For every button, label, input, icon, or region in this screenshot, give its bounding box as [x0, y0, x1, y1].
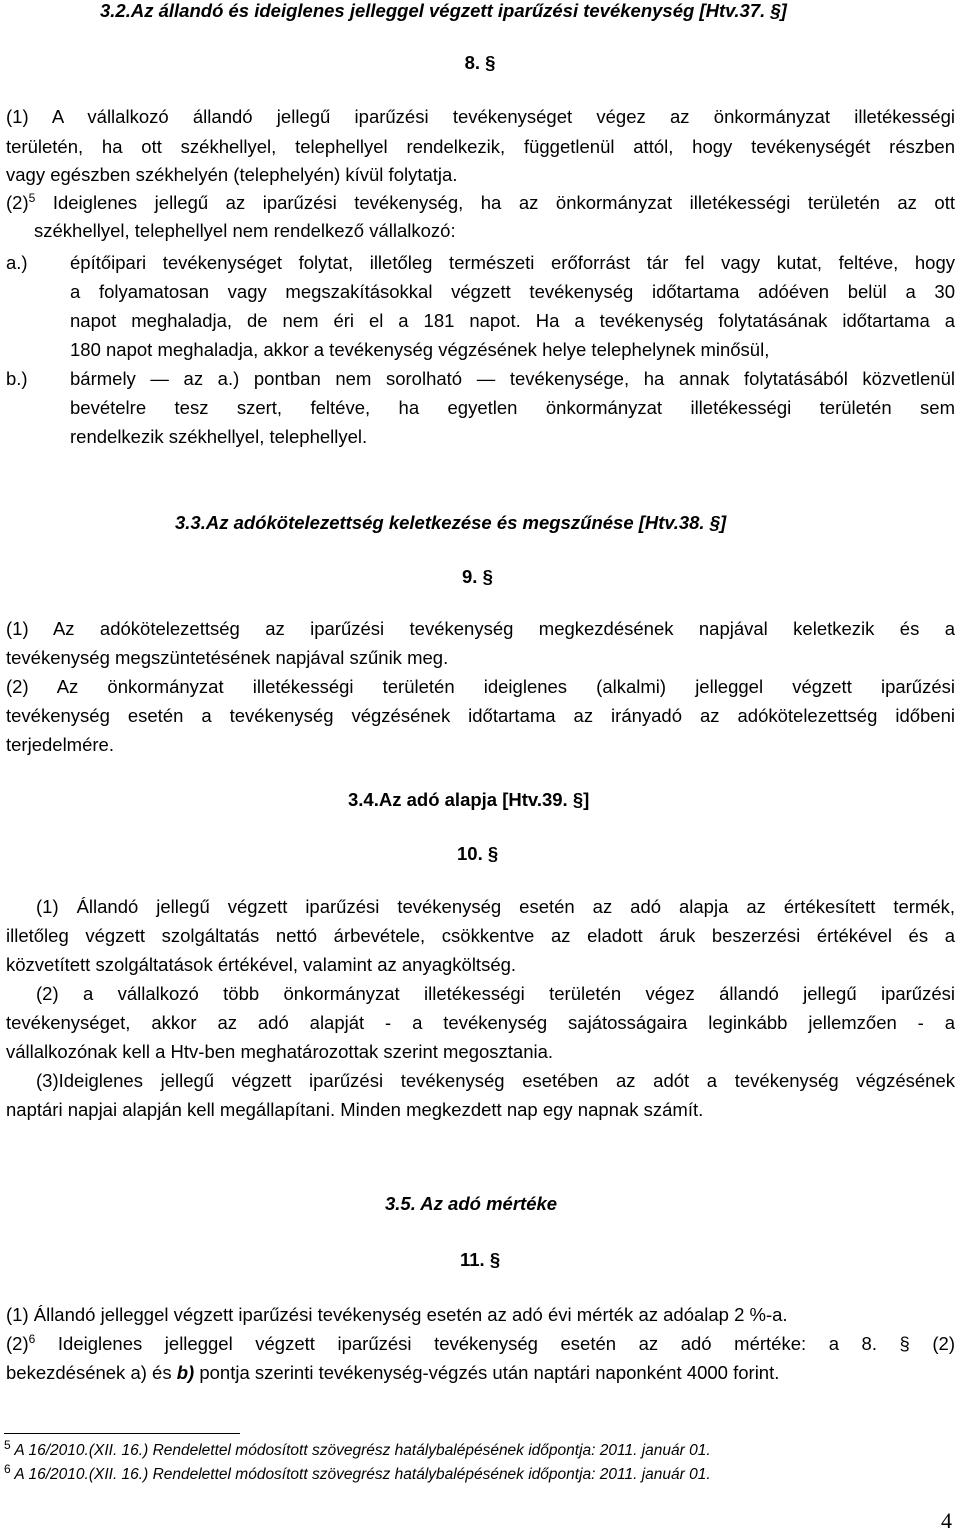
list-item-text: 180 napot meghaladja, akkor a tevékenység végzésének helye telephelynek minősül, [70, 339, 770, 360]
list-item-text: a folyamatosan vagy megszakításokkal végzett tevékenység időtartama adóéven belül a 30 [70, 281, 955, 302]
footnote-text: A 16/2010.(XII. 16.) Rendelettel módosított szövegrész hatálybalépésének időpontja: 2011. január 01. [14, 1442, 711, 1459]
text-line: székhellyel, telephellyel nem rendelkező vállalkozó: [34, 220, 456, 241]
text-line-with-footnote [6, 1333, 955, 1355]
paragraph-number-9: 9. § [462, 566, 493, 587]
emphasis-b: b) [176, 1362, 195, 1383]
text-line: tevékenység esetén a tevékenység végzésének időtartama az irányadó az adókötelezettség időbeni [6, 705, 955, 726]
list-item-text: rendelkezik székhellyel, telephellyel. [70, 426, 368, 447]
text-line: (2) a vállalkozó több önkormányzat illetékességi területén végez állandó jellegű iparűzési [36, 983, 955, 1004]
text-span: pontja szerinti tevékenység-végzés után naptári naponként 4000 forint. [194, 1362, 780, 1383]
text-line: közvetített szolgáltatások értékével, valamint az anyagköltség. [6, 954, 517, 975]
paragraph-number-8: 8. § [464, 52, 496, 73]
text-line: (1) Az adókötelezettség az iparűzési tevékenység megkezdésének napjával keletkezik és a [6, 618, 955, 639]
footnote-text: A 16/2010.(XII. 16.) Rendelettel módosított szövegrész hatálybalépésének időpontja: 2011. január 01. [14, 1466, 711, 1483]
list-item-text: bármely — az a.) pontban nem sorolható — tevékenysége, ha annak folytatásából közvetlenül [70, 368, 955, 389]
footnote-separator [4, 1433, 240, 1434]
paragraph-number-11: 11. § [460, 1249, 501, 1270]
paragraph-label: (2) [6, 1333, 29, 1354]
footnote-ref-5: 5 [28, 190, 36, 205]
text-line: (1) A vállalkozó állandó jellegű iparűzési tevékenységet végez az önkormányzat illetékességi [6, 106, 955, 127]
text-span: Ideiglenes jelleggel végzett iparűzési tevékenység esetén az adó mértéke: a 8. § (2) [57, 1333, 956, 1354]
text-line: vállalkozónak kell a Htv-ben meghatározottak szerint megosztania. [6, 1041, 554, 1062]
section-heading-3-3: 3.3.Az adókötelezettség keletkezése és megszűnése [Htv.38. §] [175, 512, 727, 533]
paragraph-label: (2) [6, 192, 29, 213]
text-line: vagy egészben székhelyén (telephelyén) kívül folytatja. [6, 164, 458, 185]
text-line: tevékenység megszüntetésének napjával szűnik meg. [6, 647, 449, 668]
section-heading-3-4: 3.4.Az adó alapja [Htv.39. §] [348, 789, 590, 810]
text-line: (1) Állandó jelleggel végzett iparűzési tevékenység esetén az adó évi mérték az adóalap 2 %-a. [6, 1304, 788, 1325]
list-item-text: bevételre tesz szert, feltéve, ha egyetlen önkormányzat illetékességi területén sem [70, 397, 955, 418]
text-line-with-footnote [6, 192, 955, 214]
footnote-6 [4, 1461, 711, 1484]
text-span: bekezdésének a) és [6, 1362, 177, 1383]
text-line: illetőleg végzett szolgáltatás nettó árbevétele, csökkentve az eladott áruk beszerzési értékével és a [6, 925, 955, 946]
text-span: Ideiglenes jellegű az iparűzési tevékenység, ha az önkormányzat illetékességi területén az ott [52, 192, 955, 213]
text-line: (3)Ideiglenes jellegű végzett iparűzési tevékenység esetében az adót a tevékenység végzésének [36, 1070, 955, 1091]
text-line [6, 1362, 955, 1384]
paragraph-number-10: 10. § [457, 843, 499, 864]
list-marker-b: b.) [6, 368, 28, 389]
list-item-text: építőipari tevékenységet folytat, illetőleg természeti erőforrást tár fel vagy kutat, feltéve, hogy [70, 252, 955, 273]
list-marker-a: a.) [6, 252, 28, 273]
footnote-number: 6 [4, 1461, 11, 1476]
text-line: naptári napjai alapján kell megállapítani. Minden megkezdett nap egy napnak számít. [6, 1099, 704, 1120]
text-line: (1) Állandó jellegű végzett iparűzési tevékenység esetén az adó alapja az értékesített termék, [36, 896, 955, 917]
page-number: 4 [941, 1508, 952, 1533]
text-line: (2) Az önkormányzat illetékességi területén ideiglenes (alkalmi) jelleggel végzett iparűzési [6, 676, 955, 697]
footnote-5 [4, 1437, 711, 1460]
text-line: terjedelmére. [6, 734, 114, 755]
text-line: tevékenységet, akkor az adó alapját - a tevékenység sajátosságaira leginkább jellemzően - a [6, 1012, 955, 1033]
text-line: területén, ha ott székhellyel, telephellyel rendelkezik, függetlenül attól, hogy tevékenységét részben [6, 136, 955, 157]
footnote-number: 5 [4, 1437, 11, 1452]
footnote-ref-6: 6 [28, 1331, 36, 1346]
section-heading-3-5: 3.5. Az adó mértéke [385, 1193, 558, 1214]
section-heading-3-2: 3.2.Az állandó és ideiglenes jelleggel végzett iparűzési tevékenység [Htv.37. §] [100, 0, 787, 21]
list-item-text: napot meghaladja, de nem éri el a 181 napot. Ha a tevékenység folytatásának időtartama a [70, 310, 955, 331]
